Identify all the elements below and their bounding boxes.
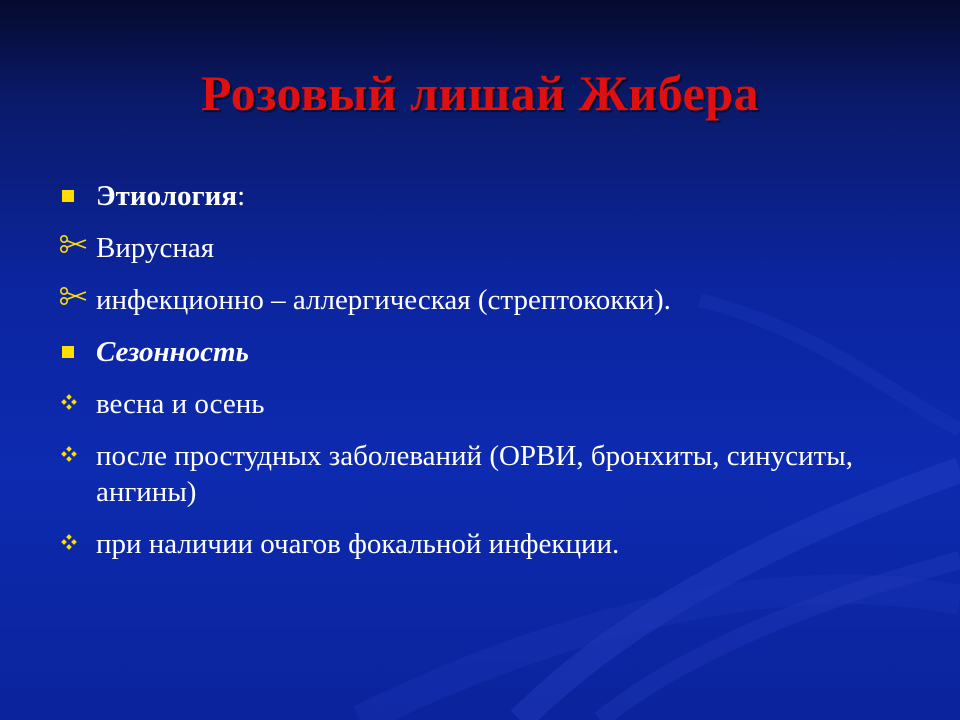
list-item-focal-infection [60,526,900,562]
list-item-after-colds [60,438,900,510]
square-bullet-icon [60,178,90,214]
item-text: Вирусная [96,232,215,264]
bullet-list [60,178,900,578]
diamond-icon [60,526,90,562]
square-bullet-icon [60,334,90,370]
slide-title: Розовый лишай Жибера [200,65,760,121]
scissors-icon [60,230,90,266]
diamond-icon [60,386,90,422]
scissors-icon [60,282,90,318]
heading-seasonality: Сезонность [96,336,249,368]
item-text: при наличии очагов фокальной инфекции. [96,528,620,560]
item-text: инфекционно – аллергическая (стрептококки). [96,284,671,316]
list-item-etiology [60,178,900,214]
heading-colon: : [237,180,246,212]
list-item-infectious-allergic [60,282,900,318]
diamond-icon [60,438,90,474]
item-text: после простудных заболеваний (ОРВИ, бронхиты, синуситы, ангины) [96,440,854,508]
heading-etiology: Этиология [96,180,238,212]
item-text: весна и осень [96,388,265,420]
list-item-seasonality [60,334,900,370]
list-item-spring-autumn [60,386,900,422]
list-item-viral [60,230,900,266]
